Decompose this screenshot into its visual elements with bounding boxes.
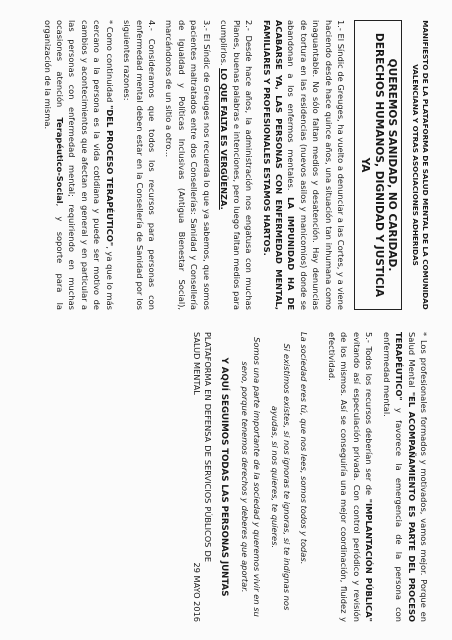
paragraph-1-text: 1.- El Síndic de Greuges, ha vuelto a denunciar a las Cortes, y a viene haciendo desde hace quince años, una situación tan inhumana como inaguantable. No sólo faltan medios y desatención. Hay denuncias de tortura en las residencias (nuevos asilos y manicomios) donde se abandonan a los enfermos mentales. bbox=[286, 20, 347, 310]
paragraph-1 bbox=[260, 20, 347, 310]
paragraph-2 bbox=[218, 20, 255, 310]
signature-organization: PLATAFORMA EN DEFENSA DE SERVICIOS PÚBLICOS DE SALUD MENTAL bbox=[192, 332, 214, 562]
paragraph-5 bbox=[326, 332, 376, 622]
paragraph-5-bold: "IMPLANTACIÓN PÚBLICA" bbox=[364, 498, 375, 622]
bullet-1-post: , ya que lo más cercano a la persona es la vida cotidiana y puede ser motivo de cambios y acontecimientos que afectan en general y en particular a las personas con enfermedad mental; requiriendo en muchas ocasiones atención bbox=[54, 20, 115, 310]
manifesto-header: MANIFIESTO DE LA PLATAFORMA DE SALUD MENTAL DE LA COMUNIDAD VALENCIANA Y OTRAS ASOCIACIONES ADHERIDAS bbox=[410, 20, 430, 310]
quote-1 bbox=[298, 332, 310, 622]
quote-3 bbox=[238, 332, 263, 622]
paragraph-4: 4.- Consideramos que todos los recursos para personas con enfermedad mental deben estar en la Consellería de Sanidad por los siguientes razones: bbox=[122, 20, 158, 310]
manifesto-right-column bbox=[18, 332, 430, 622]
signature-date: 29 MAYO 2016 bbox=[192, 562, 203, 622]
headline-box: QUEREMOS SANIDAD, NO CARIDAD. DERECHOS HUMANOS, DIGNIDAD Y JUSTICIA YA bbox=[354, 20, 402, 310]
bullet-2-post: y favorece la emergencia de la persona con enfermedad mental. bbox=[381, 332, 405, 622]
bullet-1-bold: "DEL PROCESO TERAPÉUTICO" bbox=[104, 105, 115, 247]
spacer bbox=[311, 332, 321, 622]
bullet-1 bbox=[41, 20, 116, 310]
signature-block bbox=[191, 332, 213, 622]
paragraph-5-post: evitando así especulación privada. Con control periódico y revisión de los mismos. Así se conseguiría una mejor coordinación, fluidez y efectividad. bbox=[326, 332, 362, 622]
quote-2 bbox=[268, 332, 293, 622]
paragraph-2-text: 2.- Desde hace años, la administración nos engatusa con muchas Planes, buenas palabras e intenciones, pero luego faltan medios para cumplirlos. bbox=[219, 20, 255, 310]
bullet-2-bold: "EL ACOMPAÑAMIENTO ES PARTE DEL PROCESO TERAPÉUTICO" bbox=[394, 332, 417, 622]
manifesto-left-column bbox=[18, 20, 430, 310]
paragraph-5-pre: 5.- Todos los recursos deberían ser de bbox=[364, 332, 375, 496]
signature-row bbox=[191, 332, 213, 622]
bullet-2 bbox=[380, 332, 430, 622]
paragraph-3: 3.- El Síndic de Greuges nos recuerda lo que ya sabemos, que somos pacientes maltratados entre dos Consellerías: Sanidad y Consellería de Igualdad y Políticas Inclusivas (Antigua Bienestar Social), marcándonos de un sitio a otro... bbox=[164, 20, 212, 310]
quote-1-text: La sociedad eres tú, que nos lees, somos todos y todas. bbox=[299, 332, 310, 565]
bullet-2-pre: * Los profesionales formados y motivados, vamos mejor. Porque en Salud Mental bbox=[406, 332, 429, 622]
quote-3-text: Somos una parte importante de la sociedad y queremos vivir en su seno, porque tenemos derechos y deberes que aportar. bbox=[239, 337, 263, 617]
paragraph-2-bold: LO QUE FALTA ES VERGÜENZA. bbox=[219, 68, 230, 210]
bullet-1-bold-2: Terapéutico-Social bbox=[54, 117, 65, 204]
paragraph-1-bold: LA IMPUNIDAD HA DE ACABARSE YA, LAS PERSONAS CON ENFERMEDAD MENTAL, FAMILIARES Y PROFESIONALES ESTAMOS HARTOS. bbox=[261, 20, 297, 310]
bullet-1-end: , y soporte para la organización de la misma. bbox=[42, 20, 65, 310]
bullet-1-pre: * Como continuidad bbox=[104, 20, 115, 103]
closing-line: Y AQUÍ SEGUIMOS TODAS LAS PERSONAS JUNTAS bbox=[219, 357, 230, 597]
quote-2-text: Si existimos existes, si nos ignoras te ignoras, si te indignas nos ayudas, si nos quieres, te quieres. bbox=[269, 343, 293, 611]
